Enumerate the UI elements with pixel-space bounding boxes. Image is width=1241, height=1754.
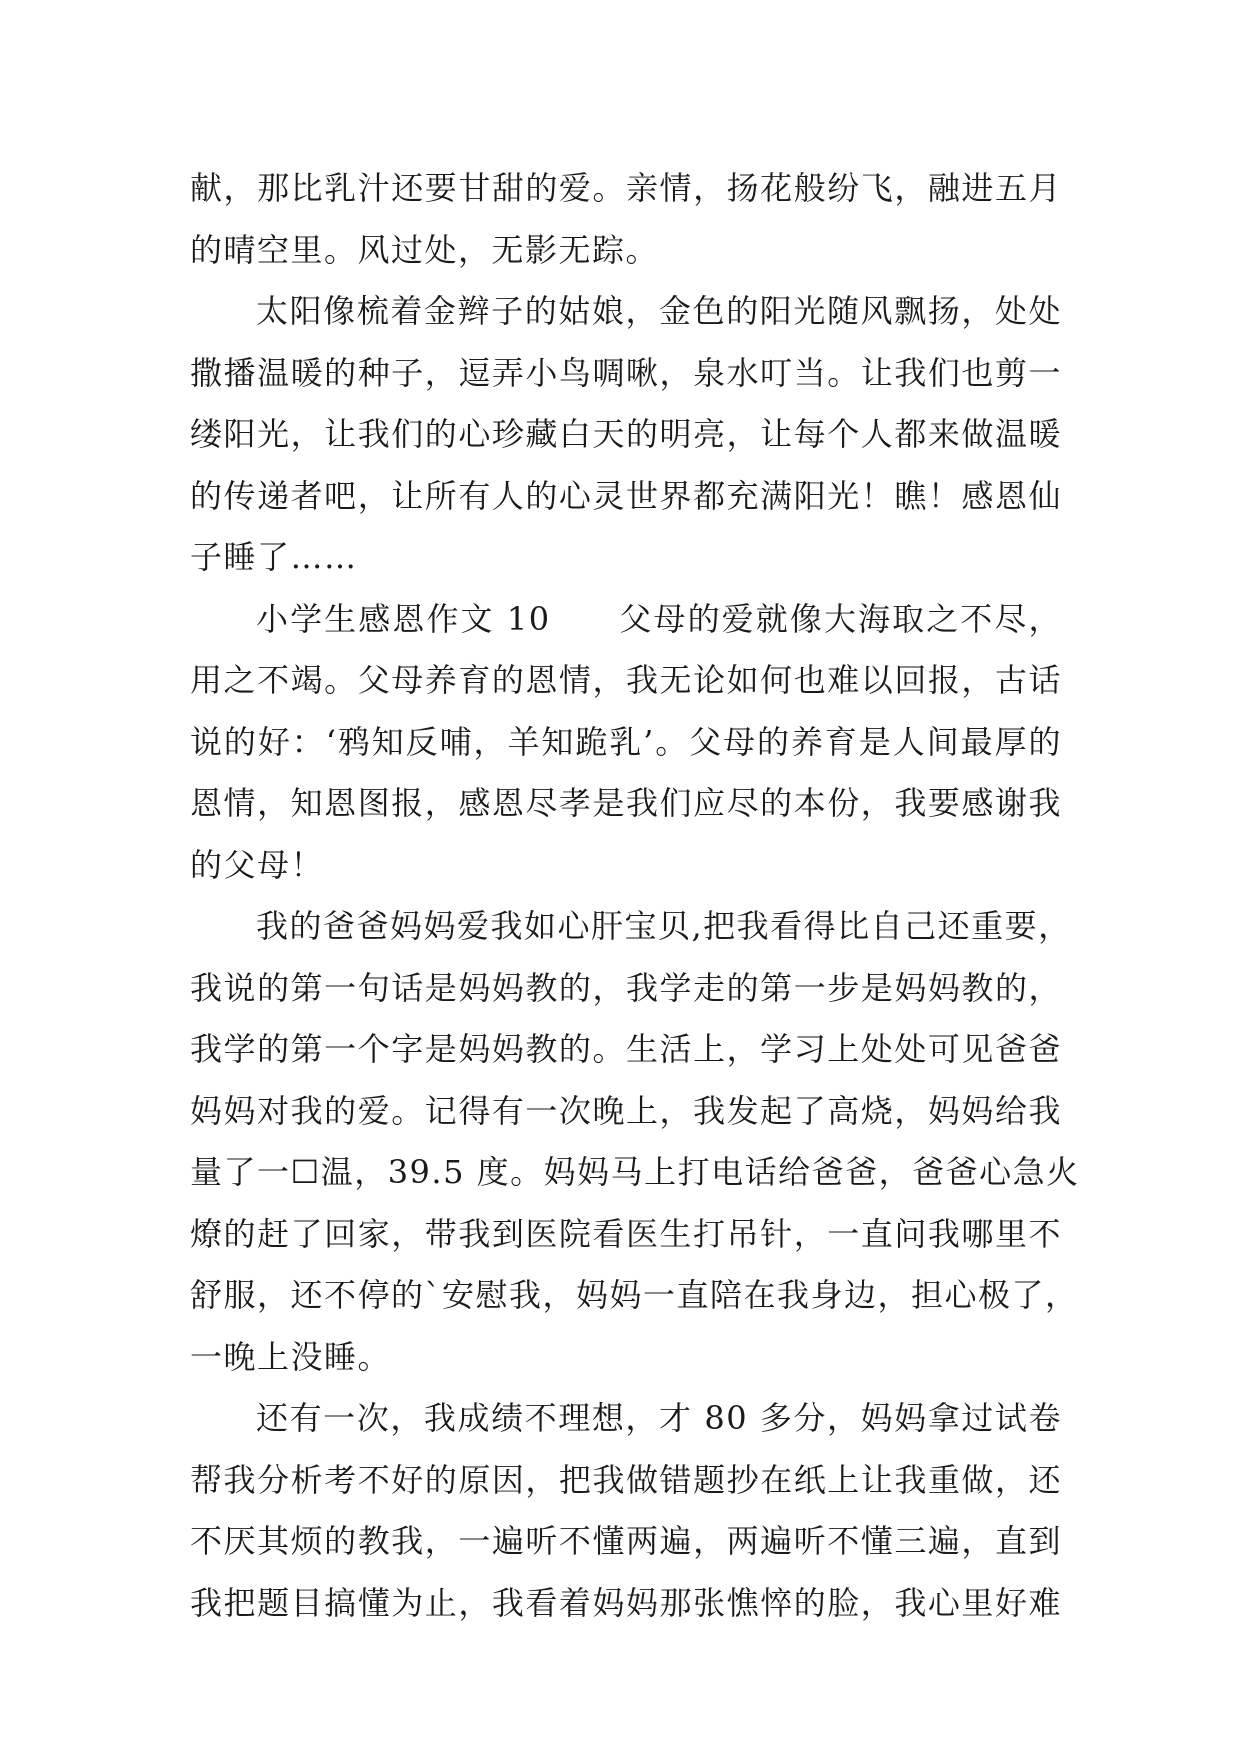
text-line: 量了一☐温，39.5 度。妈妈马上打电话给爸爸，爸爸心急火 (190, 1153, 1080, 1191)
text-line: 小学生感恩作文 10 父母的爱就像大海取之不尽， (256, 599, 1062, 638)
text-line: 我把题目搞懂为止，我看着妈妈那张憔悴的脸，我心里好难 (190, 1583, 1062, 1622)
text-line: 说的好：‘鸦知反哺，羊知跪乳’。父母的养育是人间最厚的 (190, 722, 1062, 761)
essay-text-body (190, 158, 1080, 1634)
text-line: 用之不竭。父母养育的恩情，我无论如何也难以回报，古话 (190, 661, 1062, 699)
text-line: 恩情，知恩图报，感恩尽孝是我们应尽的本份，我要感谢我 (190, 784, 1062, 822)
text-line: 一晚上没睡。 (190, 1337, 392, 1376)
text-line: 我的爸爸妈妈爱我如心肝宝贝,把我看得比自己还重要， (256, 907, 1072, 945)
text-line: 我学的第一个字是妈妈教的。生活上，学习上处处可见爸爸 (190, 1030, 1062, 1068)
text-line: 妈妈对我的爱。记得有一次晚上，我发起了高烧，妈妈给我 (190, 1091, 1062, 1130)
text-line: 我说的第一句话是妈妈教的，我学走的第一步是妈妈教的， (190, 968, 1062, 1007)
text-line: 子睡了…… (190, 538, 358, 576)
text-line: 帮我分析考不好的原因，把我做错题抄在纸上让我重做，还 (190, 1460, 1062, 1499)
text-line: 还有一次，我成绩不理想，才 80 多分，妈妈拿过试卷 (256, 1399, 1062, 1437)
text-line: 的父母！ (190, 845, 325, 884)
text-line: 献，那比乳汁还要甘甜的爱。亲情，扬花般纷飞，融进五月 (190, 169, 1062, 207)
text-line: 撒播温暖的种子，逗弄小鸟啁啾，泉水叮当。让我们也剪一 (190, 353, 1062, 392)
text-line: 舒服，还不停的`安慰我，妈妈一直陪在我身边，担心极了， (190, 1276, 1079, 1314)
text-line: 燎的赶了回家，带我到医院看医生打吊针，一直问我哪里不 (190, 1214, 1062, 1253)
text-line: 的传递者吧，让所有人的心灵世界都充满阳光！瞧！感恩仙 (190, 476, 1062, 515)
text-line: 不厌其烦的教我，一遍听不懂两遍，两遍听不懂三遍，直到 (190, 1522, 1062, 1560)
text-line: 太阳像梳着金辫子的姑娘，金色的阳光随风飘扬，处处 (256, 292, 1062, 330)
text-line: 的晴空里。风过处，无影无踪。 (190, 230, 660, 269)
text-line: 缕阳光，让我们的心珍藏白天的明亮，让每个人都来做温暖 (190, 415, 1062, 453)
